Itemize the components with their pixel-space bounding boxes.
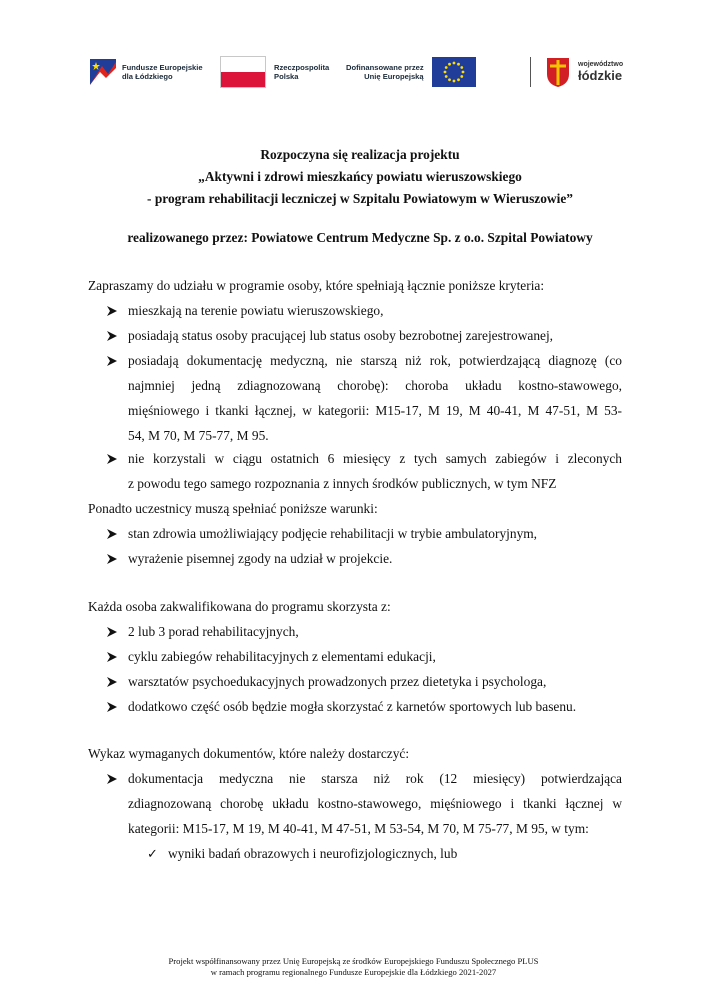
eu-flag-icon <box>432 57 476 87</box>
rp-name-line2: Polska <box>274 72 299 81</box>
benefits-item: 2 lub 3 porad rehabilitacyjnych, <box>128 624 299 639</box>
criteria-item-line: mięśniowego i tkanki łącznej, w kategorii: M15-17, M 19, M 40-41, M 47-51, M 53- <box>128 403 622 418</box>
arrow-bullet-icon <box>106 528 118 540</box>
logo-divider <box>530 57 531 87</box>
documents-item-line: kategorii: M15-17, M 19, M 40-41, M 47-51, M 53-54, M 70, M 75-77, M 95, w tym: <box>128 821 589 836</box>
criteria-item-line: nie korzystali w ciągu ostatnich 6 miesięcy z tych samych zabiegów i zleconych <box>128 451 622 466</box>
arrow-bullet-icon <box>106 453 118 465</box>
headline-organizer: realizowanego przez: Powiatowe Centrum Medyczne Sp. z o.o. Szpital Powiatowy <box>127 230 593 245</box>
lodzkie-crest-icon <box>546 56 570 88</box>
criteria-item-line: najmniej jedną zdiagnozowaną chorobę): choroba układu kostno-stawowego, <box>128 378 622 393</box>
arrow-bullet-icon <box>106 355 118 367</box>
polish-flag-icon <box>220 56 266 88</box>
fe-name-line2: dla Łódzkiego <box>122 72 173 81</box>
arrow-bullet-icon <box>106 773 118 785</box>
rzeczpospolita-logo <box>220 52 329 92</box>
arrow-bullet-icon <box>106 701 118 713</box>
footer-line1: Projekt współfinansowany przez Unię Europejską ze środków Europejskiego Funduszu Społecznego PLUS <box>168 956 539 966</box>
conditions-item: wyrażenie pisemnej zgody na udział w projekcie. <box>128 551 393 566</box>
criteria-item-line: 54, M 70, M 75-77, M 95. <box>128 428 269 443</box>
arrow-bullet-icon <box>106 626 118 638</box>
fundusze-europejskie-logo <box>88 52 203 92</box>
conditions-intro: Ponadto uczestnicy muszą spełniać poniższe warunki: <box>88 501 378 516</box>
criteria-item: posiadają status osoby pracującej lub status osoby bezrobotnej zarejestrowanej, <box>128 328 554 343</box>
headline-line3: - program rehabilitacji leczniczej w Szpitalu Powiatowym w Wieruszowie” <box>147 191 573 206</box>
documents-intro: Wykaz wymaganych dokumentów, które należy dostarczyć: <box>88 746 410 761</box>
criteria-intro: Zapraszamy do udziału w programie osoby, które spełniają łącznie poniższe kryteria: <box>88 278 545 293</box>
rp-name-line1: Rzeczpospolita <box>274 63 330 72</box>
arrow-bullet-icon <box>106 676 118 688</box>
documents-subitem: wyniki badań obrazowych i neurofizjologicznych, lub <box>168 846 458 861</box>
benefits-item: cyklu zabiegów rehabilitacyjnych z elementami edukacji, <box>128 649 436 664</box>
checkmark-icon: ✓ <box>147 846 158 861</box>
ld-big-text: łódzkie <box>578 68 623 83</box>
fe-emblem-icon <box>88 56 118 88</box>
footer-line2: w ramach programu regionalnego Fundusze Europejskie dla Łódzkiego 2021-2027 <box>210 967 497 977</box>
fe-name-line1: Fundusze Europejskie <box>122 63 203 72</box>
documents-item-line: zdiagnozowaną chorobę układu kostno-stawowego, mięśniowego i tkanki łącznej w <box>128 796 622 811</box>
arrow-bullet-icon <box>106 330 118 342</box>
wojewodztwo-lodzkie-logo <box>546 52 623 92</box>
documents-item-line: dokumentacja medyczna nie starsza niż rok (12 miesięcy) potwierdzająca <box>128 771 622 786</box>
benefits-intro: Każda osoba zakwalifikowana do programu skorzysta z: <box>88 599 391 614</box>
benefits-item: dodatkowo część osób będzie mogła skorzystać z karnetów sportowych lub basenu. <box>128 699 577 714</box>
criteria-item: mieszkają na terenie powiatu wieruszowskiego, <box>128 303 384 318</box>
eu-cofinanced-logo <box>346 52 476 92</box>
criteria-item-line: posiadają dokumentację medyczną, nie starszą niż rok, potwierdzającą diagnozę (co <box>128 353 622 368</box>
ld-small-text: województwo <box>578 61 624 68</box>
arrow-bullet-icon <box>106 651 118 663</box>
criteria-item-line: z powodu tego samego rozpoznania z innych środków publicznych, w tym NFZ <box>128 476 557 491</box>
ue-text-line2: Unię Europejską <box>364 72 424 81</box>
ue-text-line1: Dofinansowane przez <box>346 63 424 72</box>
benefits-item: warsztatów psychoedukacyjnych prowadzonych przez dietetyka i psychologa, <box>128 674 547 689</box>
arrow-bullet-icon <box>106 305 118 317</box>
logo-bar <box>88 52 624 92</box>
arrow-bullet-icon <box>106 553 118 565</box>
conditions-item: stan zdrowia umożliwiający podjęcie rehabilitacji w trybie ambulatoryjnym, <box>128 526 538 541</box>
headline-line1: Rozpoczyna się realizacja projektu <box>260 147 460 162</box>
headline-line2: „Aktywni i zdrowi mieszkańcy powiatu wieruszowskiego <box>198 169 522 184</box>
